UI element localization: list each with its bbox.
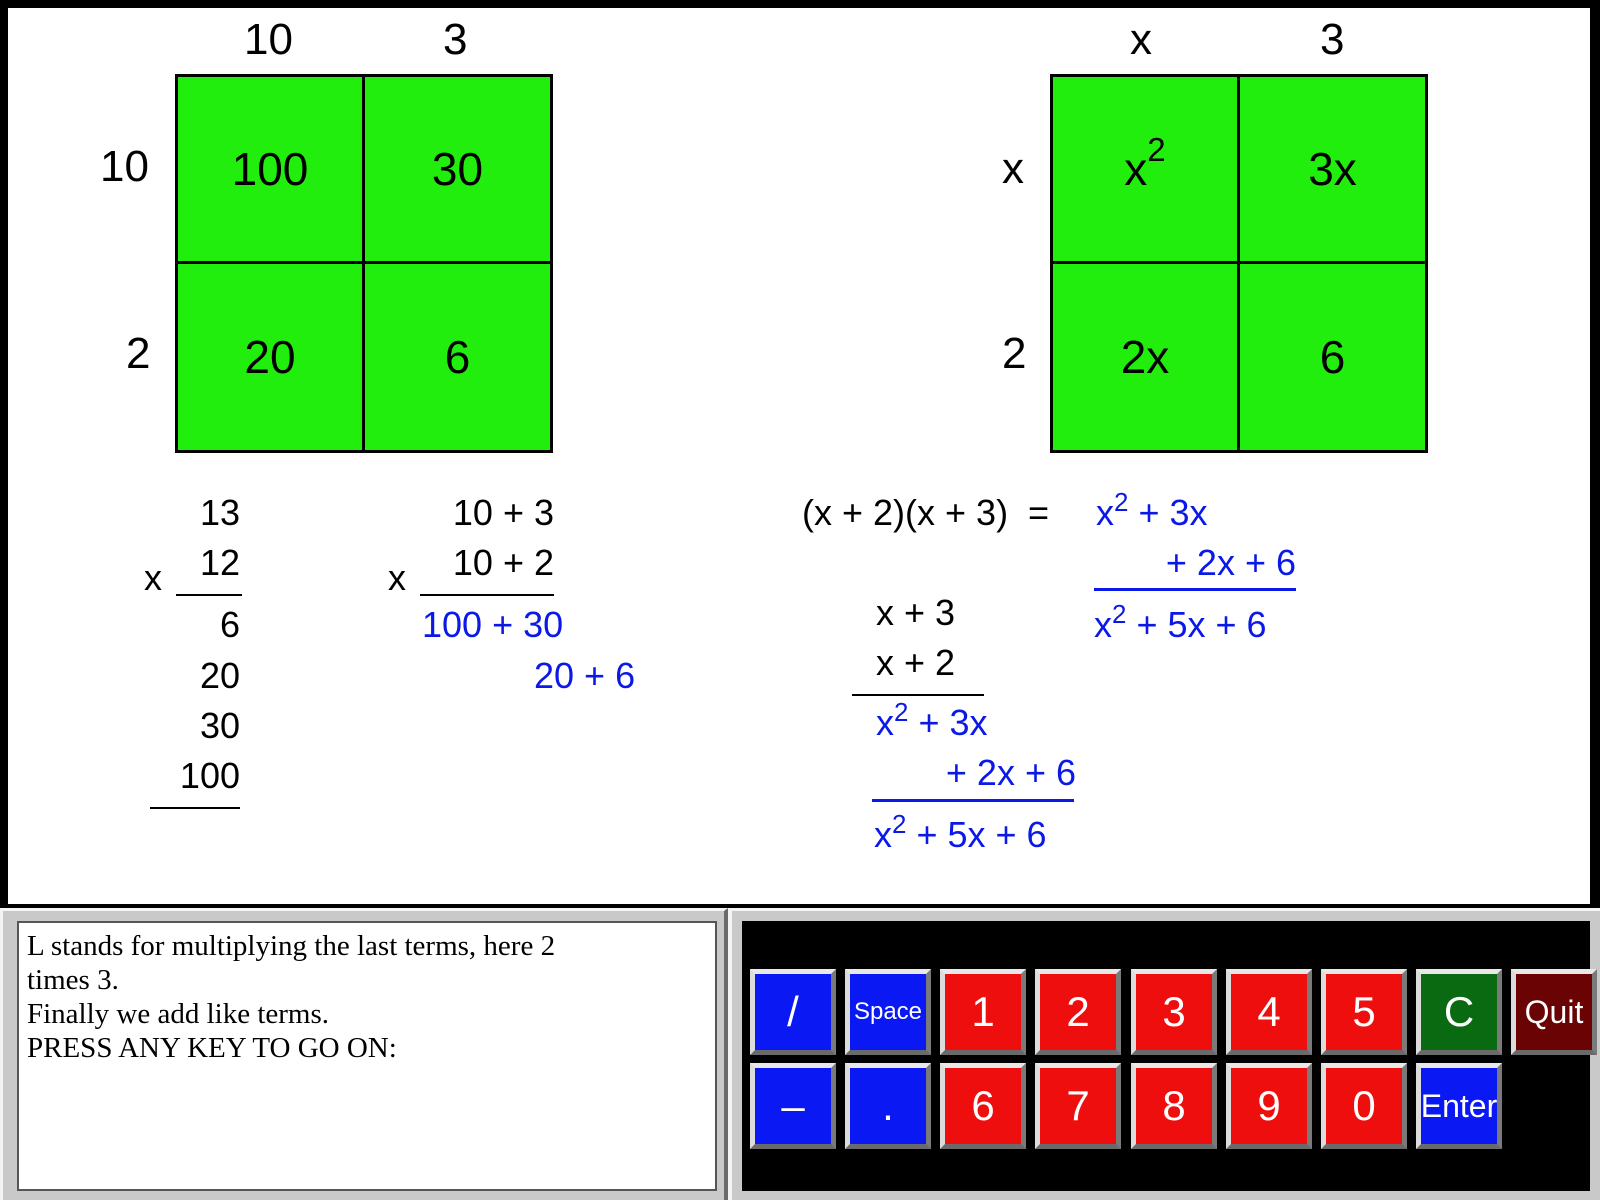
key-decimal[interactable]: . bbox=[845, 1063, 931, 1149]
expanded-top: 10 + 3 bbox=[452, 492, 554, 533]
poly-underline bbox=[852, 694, 984, 696]
expanded-row-1: 100 + 30 bbox=[422, 604, 564, 645]
poly-line-2: + 2x + 6 bbox=[945, 752, 1076, 793]
mult-x-sign: x bbox=[144, 557, 162, 598]
expanded-underline bbox=[420, 594, 554, 596]
expanded-x-sign: x bbox=[388, 557, 406, 598]
key-minus[interactable]: – bbox=[750, 1063, 836, 1149]
keypad-frame bbox=[728, 908, 1600, 1200]
equation-sum-line bbox=[1094, 588, 1296, 591]
right-cell-x-squared: x $^2$ bbox=[1053, 77, 1240, 264]
message-line: Finally we add like terms. bbox=[27, 998, 330, 1030]
right-cell-3x: 3x bbox=[1240, 77, 1425, 264]
left-cell-6: 6 bbox=[444, 331, 471, 383]
message-line: L stands for multiplying the last terms, here 2 bbox=[27, 930, 556, 962]
left-row-header-2: 2 bbox=[126, 329, 151, 378]
poly-result: $x^2 + 5x + 6$ bbox=[874, 810, 1047, 855]
key-space[interactable]: Space bbox=[845, 969, 931, 1055]
bottom-panel bbox=[0, 904, 1600, 1200]
poly-bottom: x + 2 bbox=[876, 642, 956, 683]
key-4[interactable]: 4 bbox=[1226, 969, 1312, 1055]
key-2[interactable]: 2 bbox=[1035, 969, 1121, 1055]
equation-lhs: (x + 2)(x + 3) = bbox=[802, 492, 1050, 533]
equation-line-2: + 2x + 6 bbox=[1165, 542, 1296, 583]
mult-partial-2: 20 bbox=[199, 655, 240, 696]
left-cell-20: 20 bbox=[178, 264, 365, 450]
left-area-grid bbox=[175, 74, 553, 453]
right-col-header-1: x bbox=[1130, 15, 1152, 64]
key-0[interactable]: 0 bbox=[1321, 1063, 1407, 1149]
equation-line-1: $x^2 + 3x$ bbox=[1096, 488, 1208, 533]
message-line: times 3. bbox=[27, 964, 119, 996]
mult-partial-1: 6 bbox=[219, 604, 240, 645]
right-col-header-2: 3 bbox=[1320, 15, 1345, 64]
key-quit[interactable]: Quit bbox=[1511, 969, 1597, 1055]
key-1[interactable]: 1 bbox=[940, 969, 1026, 1055]
message-line: PRESS ANY KEY TO GO ON: bbox=[27, 1032, 397, 1064]
left-row-header-1: 10 bbox=[100, 142, 149, 191]
key-9[interactable]: 9 bbox=[1226, 1063, 1312, 1149]
message-box bbox=[17, 921, 717, 1191]
mult-top: 13 bbox=[199, 492, 240, 533]
right-row-header-2: 2 bbox=[1002, 329, 1027, 378]
left-cell-30: 30 bbox=[365, 77, 550, 264]
mult-underline bbox=[176, 594, 242, 596]
key-slash[interactable]: / bbox=[750, 969, 836, 1055]
expanded-row-2: 20 + 6 bbox=[534, 655, 636, 696]
key-enter[interactable]: Enter bbox=[1416, 1063, 1502, 1149]
left-col-header-2: 3 bbox=[443, 15, 468, 64]
keypad bbox=[742, 921, 1590, 1191]
equation-result: $x^2 + 5x + 6$ bbox=[1094, 600, 1267, 645]
key-3[interactable]: 3 bbox=[1131, 969, 1217, 1055]
key-clear[interactable]: C bbox=[1416, 969, 1502, 1055]
key-6[interactable]: 6 bbox=[940, 1063, 1026, 1149]
mult-partial-4: 100 bbox=[179, 755, 240, 796]
poly-top: x + 3 bbox=[876, 592, 956, 633]
right-row-header-1: x bbox=[1002, 144, 1024, 193]
mult-partial-3: 30 bbox=[199, 705, 240, 746]
poly-line-1: $x^2 + 3x$ bbox=[876, 698, 988, 743]
key-8[interactable]: 8 bbox=[1131, 1063, 1217, 1149]
poly-sum-line bbox=[872, 799, 1074, 802]
right-cell-6: 6 bbox=[1319, 331, 1346, 383]
right-cell-2x: 2x bbox=[1053, 264, 1240, 450]
message-frame bbox=[0, 908, 728, 1200]
key-7[interactable]: 7 bbox=[1035, 1063, 1121, 1149]
mult-sum-line bbox=[150, 807, 240, 809]
right-area-grid bbox=[1050, 74, 1428, 453]
key-5[interactable]: 5 bbox=[1321, 969, 1407, 1055]
expanded-bottom: 10 + 2 bbox=[452, 542, 554, 583]
mult-bottom: 12 bbox=[199, 542, 240, 583]
left-col-header-1: 10 bbox=[244, 15, 293, 64]
left-cell-100: 100 bbox=[178, 77, 365, 264]
